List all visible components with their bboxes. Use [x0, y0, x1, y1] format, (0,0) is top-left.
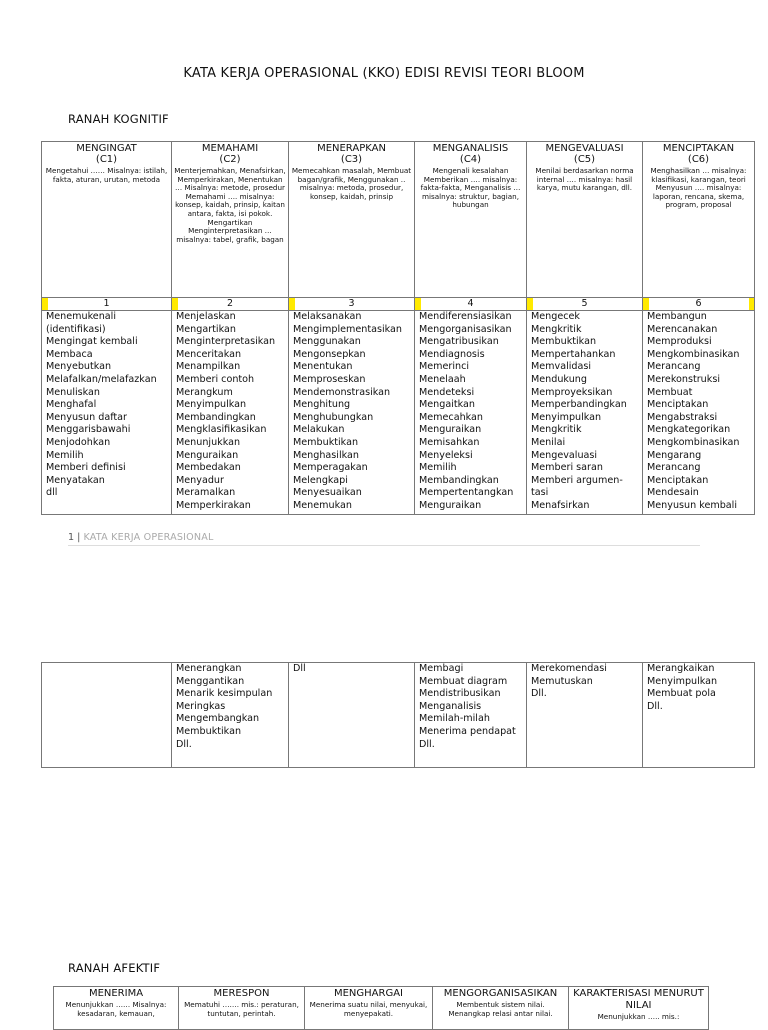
verb-item: Menilai — [531, 436, 566, 448]
verb-item: Menarik kesimpulan — [176, 688, 273, 700]
verb-item: Membangun — [647, 311, 707, 322]
verb-item: Merekonstruksi — [647, 373, 720, 385]
verb-item: Menampilkan — [176, 361, 241, 373]
verb-item: Menggantikan — [176, 675, 245, 687]
verb-item: Merangkum — [176, 386, 233, 398]
verb-item: Memerinci — [419, 361, 470, 373]
verb-list — [172, 311, 289, 515]
verb-item: Mengkombinasikan — [647, 348, 740, 360]
kognitif-table — [41, 141, 755, 515]
column-header: MENERAPKAN (C3) Memecahkan masalah, Membuat bagan/grafik, Menggunakan .. misalnya: metoda, prosedur, konsep, kaidah, prinsip — [289, 142, 415, 298]
footer-divider — [68, 545, 700, 546]
verb-item: Dll. — [531, 688, 547, 700]
verb-item: Menemukenali (identifikasi) — [46, 311, 116, 335]
verb-item: Menyusun daftar — [46, 411, 127, 423]
verb-item: Menjodohkan — [46, 436, 111, 448]
verb-item: Membedakan — [176, 462, 241, 474]
verb-item: Memperbandingkan — [531, 399, 627, 411]
verb-item: Mengklasifikasikan — [176, 424, 267, 436]
verb-item: Menyesuaikan — [293, 487, 362, 499]
verb-item: Menganalisis — [419, 700, 482, 712]
verb-list — [172, 663, 289, 768]
kognitif-table-continued — [41, 662, 755, 768]
verb-item: Memilih — [419, 462, 457, 474]
column-header: MENGORGANISASIKAN Membentuk sistem nilai. Menangkap relasi antar nilai. — [433, 987, 569, 1030]
verb-item: Memberi argumen- — [531, 474, 623, 486]
verb-list — [289, 311, 415, 515]
kognitif-verbs-row-continued — [42, 663, 755, 768]
verb-item: Mengembangkan — [176, 713, 260, 725]
verb-item: Menentukan — [293, 361, 353, 373]
verb-item: Mendiagnosis — [419, 348, 485, 360]
column-header: MERESPON Mematuhi ……. mis.: peraturan, tuntutan, perintah. — [179, 987, 305, 1030]
verb-list — [289, 663, 415, 768]
verb-item: Dll. — [176, 738, 192, 750]
column-header: MENGHARGAI Menerima suatu nilai, menyukai, menyepakati. — [305, 987, 433, 1030]
page-title: KATA KERJA OPERASIONAL (KKO) EDISI REVISI TEORI BLOOM — [183, 66, 585, 81]
kognitif-verbs-row — [42, 311, 755, 515]
afektif-header-row — [54, 987, 709, 1030]
verb-item: Menghitung — [293, 399, 351, 411]
verb-item: Menelaah — [419, 373, 466, 385]
verb-item: Menyeleksi — [419, 449, 473, 461]
verb-item: Menceritakan — [176, 348, 242, 360]
verb-item: Membandingkan — [419, 474, 499, 486]
section-heading-kognitif: RANAH KOGNITIF — [68, 112, 169, 126]
verb-item: Mengartikan — [176, 323, 236, 335]
verb-item: Menyebutkan — [46, 361, 112, 373]
verb-item: Mendemonstrasikan — [293, 386, 391, 398]
verb-item: Memberi definisi — [46, 462, 126, 474]
footer-text: KATA KERJA OPERASIONAL — [83, 532, 214, 543]
verb-item: Memperkirakan — [176, 499, 251, 511]
verb-item: Memutuskan — [531, 675, 593, 687]
verb-item: Mengaitkan — [419, 399, 476, 411]
verb-list — [527, 663, 643, 768]
verb-item: Melengkapi — [293, 474, 348, 486]
verb-item: Merencanakan — [647, 323, 718, 335]
verb-item: Mempertahankan — [531, 348, 616, 360]
verb-item: Mengkategorikan — [647, 424, 731, 436]
verb-item: Mendeteksi — [419, 386, 475, 398]
verb-item: dll — [46, 487, 58, 499]
verb-item: Menghasilkan — [293, 449, 359, 461]
verb-item: Mempertentangkan — [419, 487, 514, 499]
verb-item: Dll. — [647, 700, 663, 712]
verb-item: Menerangkan — [176, 663, 242, 674]
verb-list — [415, 663, 527, 768]
verb-item: Menghubungkan — [293, 411, 374, 423]
verb-item: Mendesain — [647, 487, 699, 499]
verb-item: Mendukung — [531, 373, 587, 385]
verb-item: Memvalidasi — [531, 361, 592, 373]
verb-item: Membandingkan — [176, 411, 256, 423]
column-header: MENGANALISIS (C4) Mengenali kesalahan Memberikan …. misalnya: fakta-fakta, Menganalisis … misalnya: struktur, bagian, hubungan — [415, 142, 527, 298]
verb-item: Mengkombinasikan — [647, 436, 740, 448]
verb-item: Menuliskan — [46, 386, 101, 398]
verb-item: Membaca — [46, 348, 93, 360]
verb-item: Menguraikan — [419, 424, 482, 436]
verb-item: Membuat — [647, 386, 693, 398]
verb-item: Menerima pendapat — [419, 725, 516, 737]
verb-item: Merangkaikan — [647, 663, 715, 674]
column-header: MEMAHAMI (C2) Menterjemahkan, Menafsirkan, Memperkirakan, Menentukan … Misalnya: metode, prosedur Memahami …. misalnya: konsep, kaidah, prinsip, kaitan antara, fakta, isi pokok. Mengartikan Menginterpretasikan … misalnya: tabel, grafik, bagan — [172, 142, 289, 298]
verb-list — [643, 311, 755, 515]
column-header: KARAKTERISASI MENURUT NILAI Menunjukkan ….. mis.: — [569, 987, 709, 1030]
verb-item: Meringkas — [176, 700, 226, 712]
verb-item: Menyatakan — [46, 474, 105, 486]
column-header: MENERIMA Menunjukkan …… Misalnya: kesadaran, kemauan, — [54, 987, 179, 1030]
column-number: 4 — [415, 298, 527, 311]
verb-list — [643, 663, 755, 768]
verb-item: Memperagakan — [293, 462, 368, 474]
verb-item: Mengecek — [531, 311, 580, 322]
verb-item: Merekomendasi — [531, 663, 607, 674]
page-footer — [68, 532, 214, 543]
verb-item: Mengatribusikan — [419, 336, 499, 348]
column-number: 2 — [172, 298, 289, 311]
column-number: 3 — [289, 298, 415, 311]
verb-item: Membuat diagram — [419, 675, 508, 687]
verb-item: Memecahkan — [419, 411, 484, 423]
verb-item: Memilih — [46, 449, 84, 461]
verb-item: Memisahkan — [419, 436, 480, 448]
verb-item: Meramalkan — [176, 487, 236, 499]
verb-item: Memilah-milah — [419, 713, 490, 725]
verb-item: Mengorganisasikan — [419, 323, 512, 335]
verb-item: Menguraikan — [176, 449, 239, 461]
column-number: 1 — [42, 298, 172, 311]
verb-item: Membuktikan — [293, 436, 359, 448]
verb-item: Mengingat kembali — [46, 336, 138, 348]
verb-item: Memproyeksikan — [531, 386, 613, 398]
verb-item: Menyusun kembali — [647, 499, 737, 511]
verb-item: Merancang — [647, 462, 701, 474]
kognitif-header-row — [42, 142, 755, 298]
verb-list — [42, 663, 172, 768]
verb-item: Menyimpulkan — [531, 411, 602, 423]
verb-item: Mendiferensiasikan — [419, 311, 512, 322]
verb-item: Merancang — [647, 361, 701, 373]
verb-item: Dll. — [419, 738, 435, 750]
column-header: MENGEVALUASI (C5) Menilai berdasarkan norma internal …. misalnya: hasil karya, mutu karangan, dll. — [527, 142, 643, 298]
verb-item: Menjelaskan — [176, 311, 236, 322]
verb-item: Membagi — [419, 663, 464, 674]
verb-item: Membuktikan — [176, 725, 242, 737]
verb-item: Menciptakan — [647, 474, 709, 486]
verb-item: Melafalkan/melafazkan — [46, 373, 157, 385]
column-header: MENCIPTAKAN (C6) Menghasilkan … misalnya: klasifikasi, karangan, teori Menyusun …. misalnya: laporan, rencana, skema, program, proposal — [643, 142, 755, 298]
verb-list — [415, 311, 527, 515]
verb-item: tasi — [531, 487, 549, 499]
verb-item: Mengabstraksi — [647, 411, 718, 423]
column-number: 6 — [643, 298, 755, 311]
verb-item: Dll — [293, 663, 306, 674]
column-header: MENGINGAT (C1) Mengetahui …… Misalnya: istilah, fakta, aturan, urutan, metoda — [42, 142, 172, 298]
verb-item: Mengonsepkan — [293, 348, 366, 360]
verb-item: Menemukan — [293, 499, 352, 511]
section-heading-afektif: RANAH AFEKTIF — [68, 961, 161, 975]
verb-item: Menyadur — [176, 474, 224, 486]
verb-item: Mengevaluasi — [531, 449, 598, 461]
verb-item: Menggarisbawahi — [46, 424, 131, 436]
verb-item: Mengkritik — [531, 424, 582, 436]
verb-item: Memberi contoh — [176, 373, 255, 385]
verb-item: Memproseskan — [293, 373, 366, 385]
verb-item: Menyimpulkan — [647, 675, 718, 687]
kognitif-number-row — [42, 298, 755, 311]
page-number: 1 | — [68, 532, 81, 543]
verb-item: Mendistribusikan — [419, 688, 501, 700]
verb-item: Melaksanakan — [293, 311, 362, 322]
verb-item: Membuat pola — [647, 688, 716, 700]
verb-item: Mengkritik — [531, 323, 582, 335]
afektif-table — [53, 986, 709, 1030]
verb-item: Mengimplementasikan — [293, 323, 402, 335]
verb-list — [42, 311, 172, 515]
verb-item: Membuktikan — [531, 336, 597, 348]
verb-item: Menunjukkan — [176, 436, 241, 448]
verb-item: Menguraikan — [419, 499, 482, 511]
verb-list — [527, 311, 643, 515]
verb-item: Melakukan — [293, 424, 345, 436]
verb-item: Menyimpulkan — [176, 399, 247, 411]
verb-item: Menghafal — [46, 399, 97, 411]
verb-item: Menciptakan — [647, 399, 709, 411]
verb-item: Menafsirkan — [531, 499, 590, 511]
verb-item: Menggunakan — [293, 336, 361, 348]
verb-item: Memproduksi — [647, 336, 712, 348]
column-number: 5 — [527, 298, 643, 311]
verb-item: Menginterpretasikan — [176, 336, 276, 348]
verb-item: Memberi saran — [531, 462, 603, 474]
verb-item: Mengarang — [647, 449, 702, 461]
